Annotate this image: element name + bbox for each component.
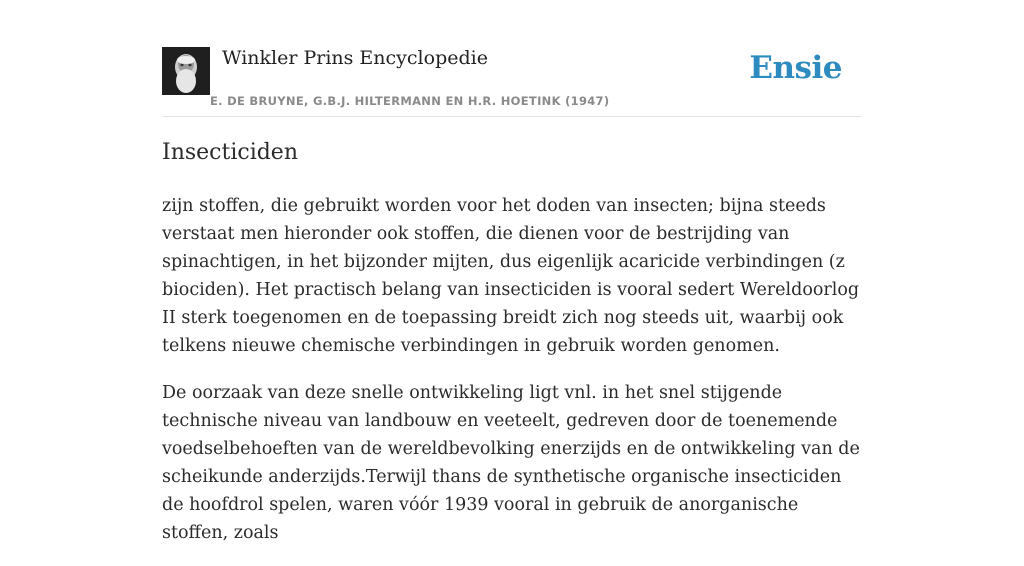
article-title: Insecticiden bbox=[162, 140, 298, 165]
article-body bbox=[162, 192, 862, 566]
article-paragraph: zijn stoffen, die gebruikt worden voor het doden van insecten; bijna steeds verstaat men hieronder ook stoffen, die dienen voor de bestrijding van spinachtigen, in het bijzonder mijten, dus eigenlijk acaricide verbindingen (z biociden). Het practisch belang van insecticiden is vooral sedert Wereldoorlog II sterk toegenomen en de toepassing breidt zich nog steeds uit, waarbij ook telkens nieuwe chemische verbindingen in gebruik worden genomen. bbox=[162, 196, 860, 356]
avatar[interactable] bbox=[162, 47, 210, 95]
publication-header bbox=[162, 46, 862, 117]
publication-authors: E. DE BRUYNE, G.B.J. HILTERMANN EN H.R. HOETINK (1947) bbox=[210, 94, 610, 108]
portrait-icon bbox=[162, 47, 210, 95]
publication-title[interactable]: Winkler Prins Encyclopedie bbox=[222, 47, 488, 69]
article-paragraph: De oorzaak van deze snelle ontwikkeling ligt vnl. in het snel stijgende technische niveau van landbouw en veeteelt, gedreven door de toenemende voedselbehoeften van de wereldbevolking enerzijds en de ontwikkeling van de scheikunde anderzijds.Terwijl thans de synthetische organische insecticiden de hoofdrol spelen, waren vóór 1939 vooral in gebruik de anorganische stoffen, zoals bbox=[162, 383, 860, 543]
brand-logo[interactable]: Ensie bbox=[749, 50, 842, 86]
